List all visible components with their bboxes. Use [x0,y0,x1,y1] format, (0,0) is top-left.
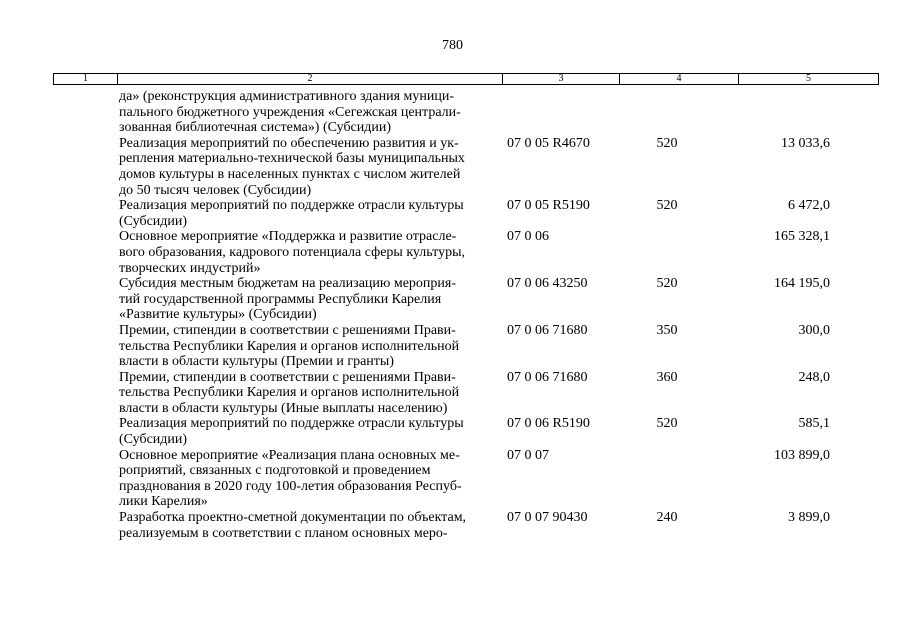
header-col-4: 4 [620,74,739,84]
table-row [0,198,905,229]
row-expense-type: 520 [656,276,678,292]
description-line: власти в области культуры (Премии и гранты) [119,354,394,370]
table-header [53,73,879,85]
row-amount: 248,0 [798,369,830,385]
row-description [119,510,496,541]
description-line: тельства Республики Карелия и органов исполнительной [119,385,460,401]
row-description [119,448,496,510]
row-expense-type: 520 [656,135,678,151]
row-code: 07 0 07 90430 [507,510,588,526]
header-col-5: 5 [806,73,811,84]
row-description [119,276,496,323]
description-line: лики Карелия» [119,494,208,510]
description-line: репления материально-технической базы муниципальных [119,151,465,167]
description-line: (Субсидии) [119,213,188,229]
description-line: домов культуры в населенных пунктах с числом жителей [119,166,461,182]
description-line: празднования в 2020 году 100-летия образования Респуб- [119,478,462,494]
description-line: власти в области культуры (Иные выплаты населению) [119,400,448,416]
page-number: 780 [442,38,463,53]
table-row [0,89,905,136]
row-description [119,416,496,447]
row-expense-type: 360 [656,369,678,385]
row-code: 07 0 06 71680 [507,369,588,385]
description-line: Реализация мероприятий по поддержке отрасли культуры [119,198,464,214]
row-amount [707,89,830,136]
row-description [119,198,496,229]
description-line: Разработка проектно-сметной документации по объектам, [119,510,467,526]
row-amount: 6 472,0 [788,198,830,214]
header-col-1: 1 [54,74,118,84]
description-line: Премии, стипендии в соответствии с решениями Прави- [119,369,456,385]
description-line: Реализация мероприятий по поддержке отрасли культуры [119,416,464,432]
row-description [119,89,496,136]
row-amount: 3 899,0 [788,510,830,526]
description-line: Премии, стипендии в соответствии с решениями Прави- [119,322,456,338]
row-expense-type [627,448,707,510]
row-amount: 164 195,0 [774,276,830,292]
table-row [0,229,905,276]
description-line: до 50 тысяч человек (Субсидии) [119,182,312,198]
row-amount: 13 033,6 [781,135,830,151]
row-code: 07 0 05 R4670 [507,135,590,151]
description-line: Основное мероприятие «Реализация плана основных ме- [119,447,460,463]
row-amount: 300,0 [798,322,830,338]
row-code: 07 0 07 [507,447,549,463]
table-row [0,370,905,417]
description-line: зованная библиотечная система») (Субсидии) [119,120,392,136]
description-line: тельства Республики Карелия и органов исполнительной [119,338,460,354]
row-amount: 103 899,0 [774,447,830,463]
description-line: Реализация мероприятий по обеспечению развития и ук- [119,135,459,151]
table-body [0,89,905,541]
row-amount: 165 328,1 [774,229,830,245]
table-row [0,136,905,198]
description-line: Субсидия местным бюджетам на реализацию мероприя- [119,276,457,292]
row-expense-type [627,89,707,136]
description-line: вого образования, кадрового потенциала сферы культуры, [119,244,465,260]
table-row [0,416,905,447]
header-col-3: 3 [503,74,620,84]
row-amount: 585,1 [798,416,830,432]
row-code: 07 0 06 [507,229,549,245]
description-line: тий государственной программы Республики Карелия [119,291,442,307]
description-line: (Субсидии) [119,432,188,448]
table-row [0,276,905,323]
description-line: да» (реконструкция административного здания муници- [119,89,455,104]
row-description [119,229,496,276]
row-code [507,89,627,136]
row-expense-type: 520 [656,198,678,214]
description-line: «Развитие культуры» (Субсидии) [119,307,317,323]
table-row [0,510,905,541]
row-code: 07 0 06 43250 [507,276,588,292]
row-expense-type: 520 [656,416,678,432]
description-line: реализуемым в соответствии с планом основных меро- [119,525,448,541]
row-expense-type: 350 [656,322,678,338]
row-code: 07 0 06 71680 [507,322,588,338]
row-description [119,323,496,370]
row-description [119,136,496,198]
row-code: 07 0 05 R5190 [507,198,590,214]
row-expense-type: 240 [656,510,678,526]
table-row [0,323,905,370]
table-row [0,448,905,510]
row-description [119,370,496,417]
row-code: 07 0 06 R5190 [507,416,590,432]
description-line: Основное мероприятие «Поддержка и развитие отрасле- [119,229,457,245]
description-line: творческих индустрий» [119,260,261,276]
header-col-2: 2 [118,74,503,84]
row-expense-type [627,229,707,276]
description-line: роприятий, связанных с подготовкой и проведением [119,463,431,479]
description-line: пального бюджетного учреждения «Сегежская централи- [119,104,461,120]
